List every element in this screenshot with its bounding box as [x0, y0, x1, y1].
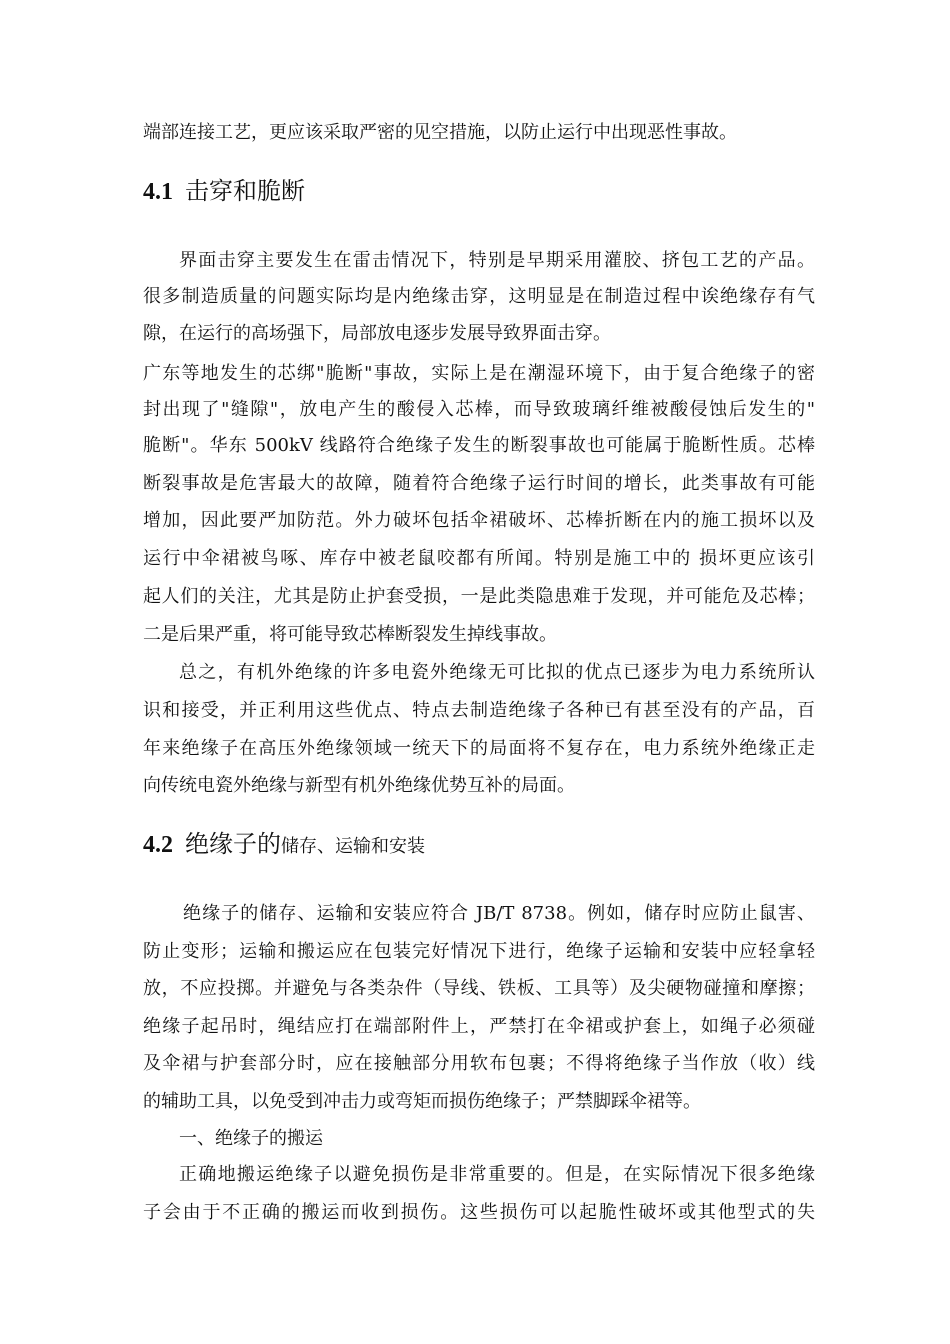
section-title: 击穿和脆断: [185, 177, 305, 205]
section-number: 4.2: [143, 832, 173, 858]
paragraph-line: 起人们的关注，尤其是防止护套受损，一是此类隐患难于发现，并可能危及芯棒；: [143, 586, 815, 607]
paragraph-line: 总之，有机外绝缘的许多电瓷外绝缘无可比拟的优点已逐步为电力系统所认: [179, 662, 815, 683]
paragraph-line: 界面击穿主要发生在雷击情况下，特别是早期采用灌胶、挤包工艺的产品。: [179, 250, 815, 271]
paragraph-line: 端部连接工艺，更应该采取严密的见空措施，以防止运行中出现恶性事故。: [143, 122, 737, 143]
paragraph-line: 向传统电瓷外绝缘与新型有机外绝缘优势互补的局面。: [143, 775, 575, 796]
paragraph-line: 绝缘子的储存、运输和安装应符合 JB/T 8738。例如，储存时应防止鼠害、: [183, 903, 815, 924]
paragraph-line: 子会由于不正确的搬运而收到损伤。这些损伤可以起脆性破坏或其他型式的失: [143, 1202, 815, 1223]
paragraph-line: 识和接受，并正利用这些优点、特点去制造绝缘子各种已有甚至没有的产品，百: [143, 700, 815, 721]
paragraph-line: 断裂事故是危害最大的故障，随着符合绝缘子运行时间的增长，此类事故有可能: [143, 473, 815, 494]
paragraph-line: 绝缘子起吊时，绳结应打在端部附件上，严禁打在伞裙或护套上，如绳子必须碰: [143, 1016, 815, 1037]
section-heading-4-2: [143, 828, 425, 863]
paragraph-line: 放，不应投掷。并避免与各类杂件（导线、铁板、工具等）及尖硬物碰撞和摩擦；: [143, 978, 815, 999]
section-heading-4-1: [143, 175, 305, 208]
paragraph-line: 正确地搬运绝缘子以避免损伤是非常重要的。但是，在实际情况下很多绝缘: [179, 1164, 815, 1185]
paragraph-line: 二是后果严重，将可能导致芯棒断裂发生掉线事故。: [143, 624, 557, 645]
paragraph-line: 增加，因此要严加防范。外力破坏包括伞裙破坏、芯棒折断在内的施工损坏以及: [143, 510, 815, 531]
paragraph-line: 封出现了"缝隙"，放电产生的酸侵入芯棒，而导致玻璃纤维被酸侵蚀后发生的": [143, 399, 815, 420]
paragraph-line: 防止变形；运输和搬运应在包装完好情况下进行，绝缘子运输和安装中应轻拿轻: [143, 941, 815, 962]
paragraph-line: 脆断"。华东 500kV 线路符合绝缘子发生的断裂事故也可能属于脆断性质。芯棒: [143, 435, 815, 456]
paragraph-line: 广东等地发生的芯绑"脆断"事故，实际上是在潮湿环境下，由于复合绝缘子的密: [143, 363, 815, 384]
section-number: 4.1: [143, 179, 173, 205]
paragraph-line: 运行中伞裙被鸟啄、库存中被老鼠咬都有所闻。特别是施工中的 损坏更应该引: [143, 548, 815, 569]
paragraph-line: 很多制造质量的问题实际均是内绝缘击穿，这明显是在制造过程中诶绝缘存有气: [143, 286, 815, 307]
paragraph-line: 的辅助工具，以免受到冲击力或弯矩而损伤绝缘子；严禁脚踩伞裙等。: [143, 1091, 701, 1112]
section-title-tail: 储存、运输和安装: [281, 836, 425, 857]
paragraph-line: 年来绝缘子在高压外绝缘领域一统天下的局面将不复存在，电力系统外绝缘正走: [143, 738, 815, 759]
paragraph-line: 隙，在运行的高场强下，局部放电逐步发展导致界面击穿。: [143, 323, 611, 344]
section-title: 绝缘子的: [185, 830, 281, 858]
subheading-line: 一、绝缘子的搬运: [179, 1128, 323, 1149]
paragraph-line: 及伞裙与护套部分时，应在接触部分用软布包裹；不得将绝缘子当作放（收）线: [143, 1053, 815, 1074]
